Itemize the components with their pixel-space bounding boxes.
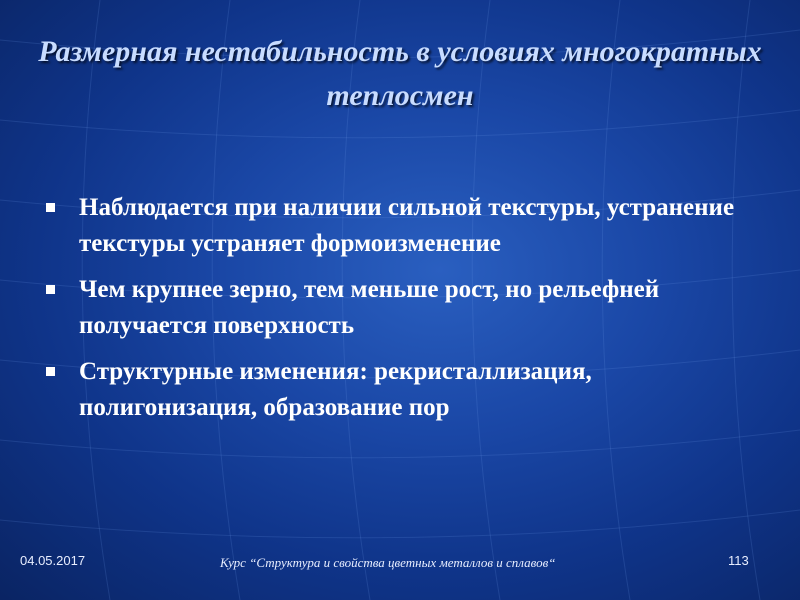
slide-page-number: 113 bbox=[728, 553, 749, 568]
square-bullet-icon bbox=[46, 367, 55, 376]
bullet-item bbox=[46, 354, 766, 426]
bullet-text: Наблюдается при наличии сильной текстуры, устранение текстуры устраняет формоизменение bbox=[79, 194, 735, 257]
square-bullet-icon bbox=[46, 285, 55, 294]
square-bullet-icon bbox=[46, 203, 55, 212]
bullet-list bbox=[46, 190, 766, 436]
bullet-text: Чем крупнее зерно, тем меньше рост, но рельефней получается поверхность bbox=[79, 276, 660, 339]
bullet-text: Структурные изменения: рекристаллизация, полигонизация, образование пор bbox=[79, 358, 592, 421]
bullet-item bbox=[46, 272, 766, 344]
bullet-item bbox=[46, 190, 766, 262]
footer-course-name: Курс “Структура и свойства цветных металлов и сплавов“ bbox=[220, 555, 556, 570]
slide-title: Размерная нестабильность в условиях многократных теплосмен bbox=[38, 35, 762, 112]
footer-date: 04.05.2017 bbox=[20, 553, 86, 568]
